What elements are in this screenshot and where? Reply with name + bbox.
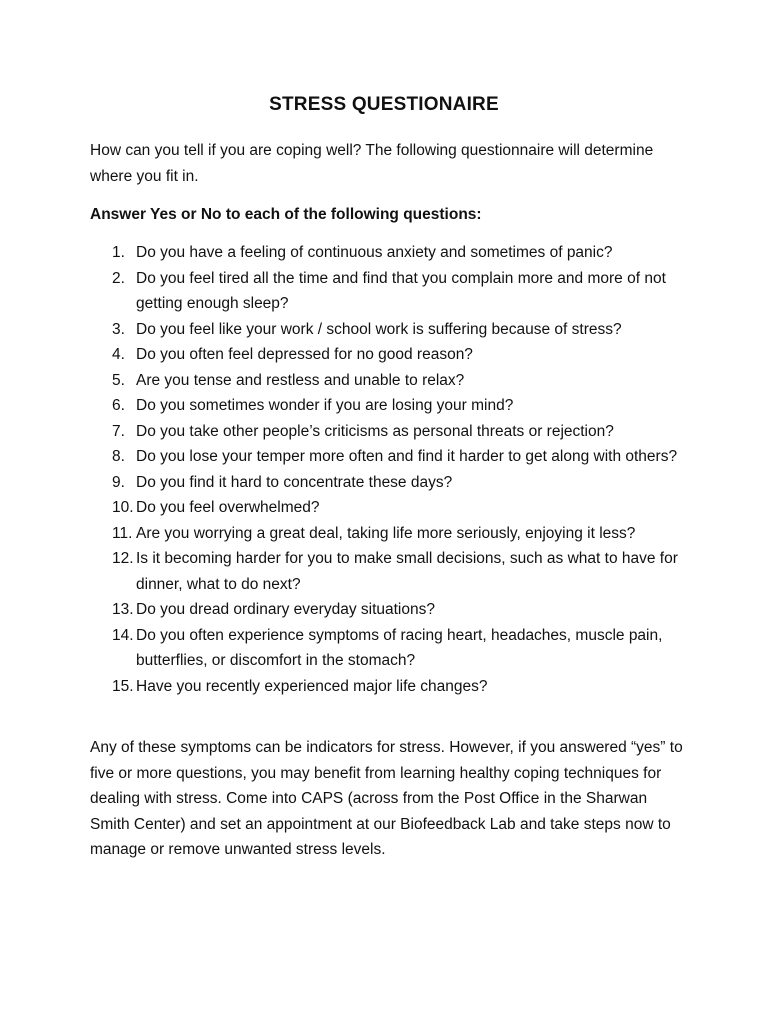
intro-paragraph: How can you tell if you are coping well? The following questionnaire will determine where you fit in. [90,142,654,185]
question-item [90,521,690,547]
question-text: Do you feel overwhelmed? [136,499,320,516]
question-number: 15. [112,677,134,695]
question-text: Do you feel like your work / school work is suffering because of stress? [136,320,622,338]
question-number: 8. [112,448,125,465]
closing-paragraph: Any of these symptoms can be indicators for stress. However, if you answered “yes” to five or more questions, you may benefit from learning healthy coping techniques for dealing with stress. Come into CAPS (across from the Post Office in the Sharwan Smith Center) and set an appointment at our Biofeedback Lab and take steps now to manage or remove unwanted stress levels. [90,739,683,858]
question-list [90,240,690,699]
question-number: 13. [112,601,134,618]
question-number: 12. [112,550,134,567]
question-item [90,470,690,496]
question-text: Do you take other people’s criticisms as personal threats or rejection? [136,422,614,440]
question-number: 3. [112,320,125,338]
question-text: Is it becoming harder for you to make small decisions, such as what to have for dinner, what to do next? [136,550,678,593]
question-item [90,368,690,394]
question-number: 7. [112,422,125,440]
question-item [90,597,690,623]
question-item [90,419,690,445]
question-item [90,495,690,521]
question-number: 2. [112,269,125,287]
question-text: Do you have a feeling of continuous anxiety and sometimes of panic? [136,244,613,261]
question-text: Do you lose your temper more often and find it harder to get along with others? [136,448,678,465]
question-text: Do you sometimes wonder if you are losing your mind? [136,397,514,414]
question-item [90,342,690,368]
question-item [90,393,690,419]
question-text: Do you find it hard to concentrate these days? [136,473,453,491]
question-text: Do you feel tired all the time and find that you complain more and more of not getting enough sleep? [136,269,666,312]
question-number: 6. [112,397,125,414]
question-number: 5. [112,371,125,389]
document-title: STRESS QUESTIONAIRE [269,94,499,115]
question-number: 14. [112,626,134,644]
question-text: Do you dread ordinary everyday situations? [136,601,435,618]
question-item [90,266,690,317]
question-text: Do you often feel depressed for no good reason? [136,346,473,363]
question-text: Have you recently experienced major life changes? [136,677,488,695]
question-text: Are you worrying a great deal, taking life more seriously, enjoying it less? [136,524,636,542]
question-item [90,623,690,674]
instruction-text: Answer Yes or No to each of the following questions: [90,206,482,223]
question-number: 11. [112,524,133,542]
question-text: Are you tense and restless and unable to relax? [136,371,465,389]
question-item [90,444,690,470]
question-number: 4. [112,346,125,363]
question-item [90,546,690,597]
question-item [90,317,690,343]
question-number: 10. [112,499,134,516]
question-number: 9. [112,473,125,491]
question-item [90,240,690,266]
question-item [90,674,690,700]
question-text: Do you often experience symptoms of racing heart, headaches, muscle pain, butterflies, or discomfort in the stomach? [136,626,663,669]
question-number: 1. [112,244,125,261]
